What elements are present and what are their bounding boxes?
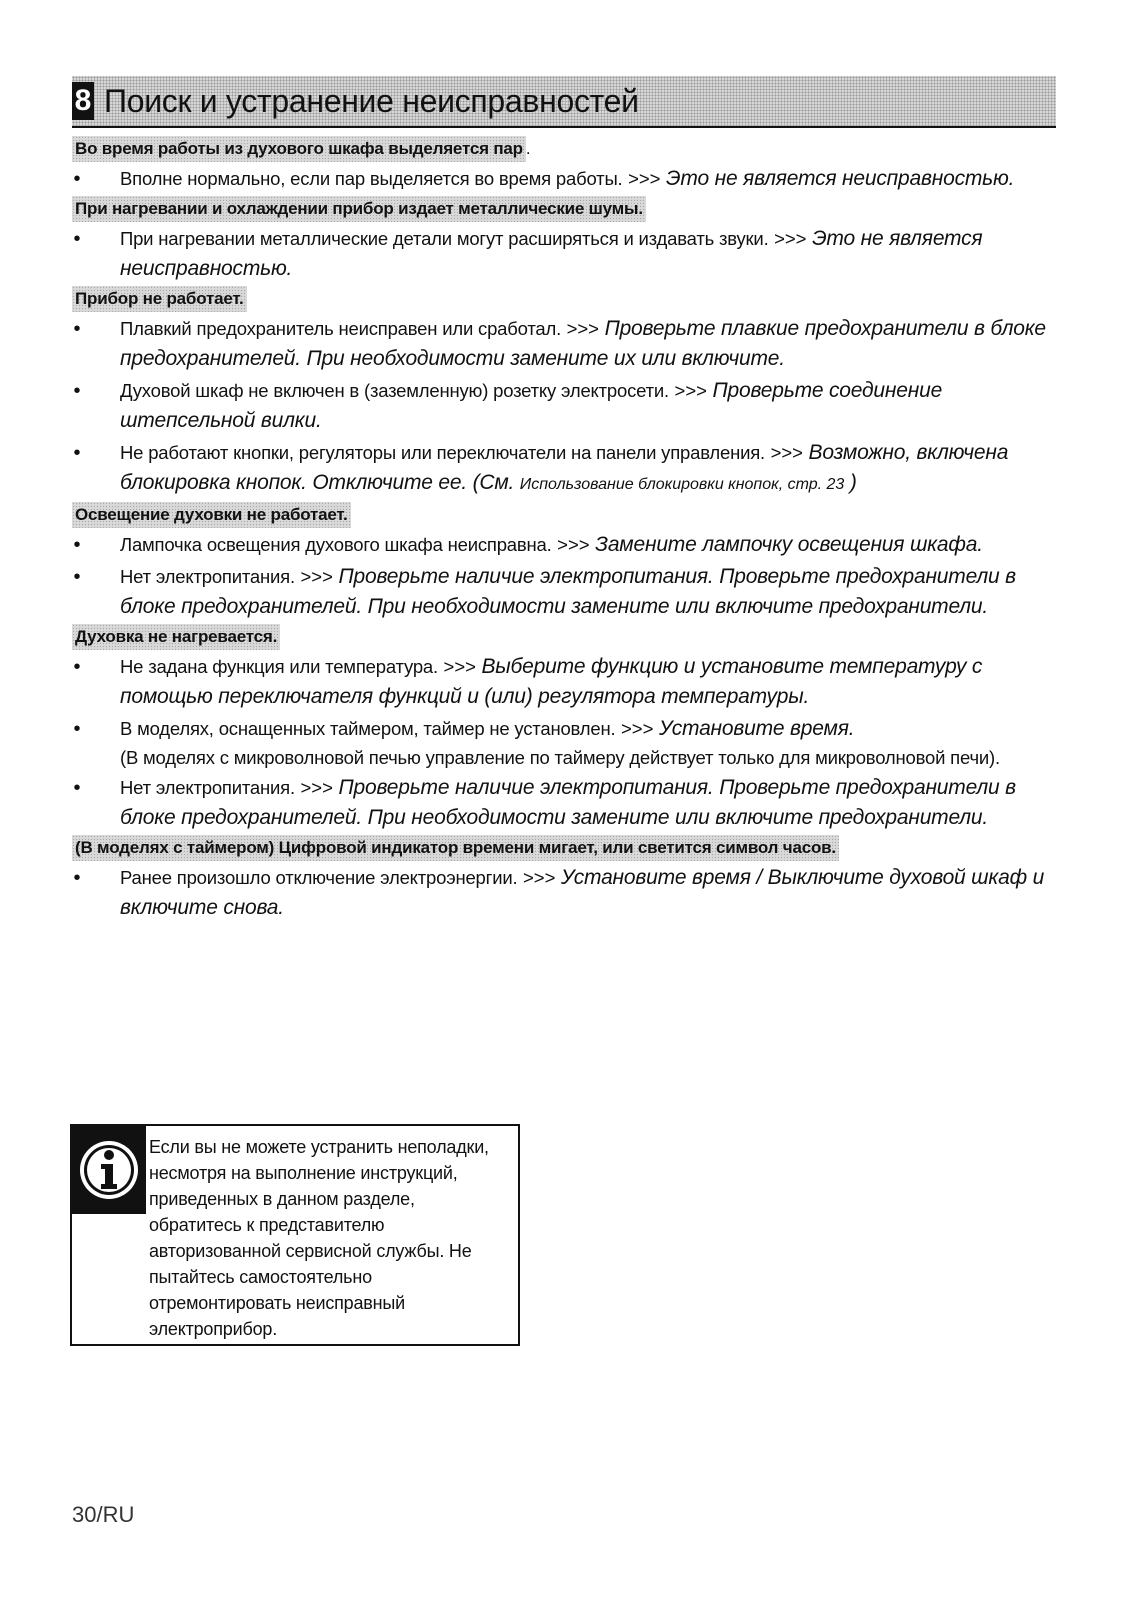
cross-reference: Использование блокировки кнопок, стр. 23 bbox=[519, 476, 845, 493]
section-heading bbox=[72, 196, 1052, 224]
issue-cause: Нет электропитания. bbox=[120, 777, 295, 798]
issue-cause: При нагревании металлические детали могут расширяться и издавать звуки. bbox=[120, 228, 769, 249]
remedy-action: Проверьте плавкие предохранители в блоке предохранителей. При необходимости замените их или включите. bbox=[120, 317, 1046, 370]
arrow-marker: >>> bbox=[443, 656, 476, 677]
list-item bbox=[72, 314, 1052, 374]
chapter-header bbox=[72, 76, 1056, 128]
chapter-number: 8 bbox=[72, 82, 94, 120]
issue-cause: Лампочка освещения духового шкафа неисправна. bbox=[120, 534, 552, 555]
section-heading-text: (В моделях с таймером) Цифровой индикатор времени мигает, или светится символ часов. bbox=[72, 835, 839, 861]
list-item bbox=[72, 164, 1052, 194]
remedy-action: Проверьте соединение штепсельной вилки. bbox=[120, 379, 943, 432]
remedy-action: Замените лампочку освещения шкафа. bbox=[595, 533, 983, 556]
section-heading-text: Во время работы из духового шкафа выделяется пар bbox=[72, 136, 526, 162]
arrow-marker: >>> bbox=[557, 534, 590, 555]
arrow-marker: >>> bbox=[522, 867, 556, 888]
remedy-action: Это не является неисправностью. bbox=[120, 227, 983, 280]
issue-cause: Не задана функция или температура. bbox=[120, 656, 438, 677]
issue-cause: Плавкий предохранитель неисправен или сработал. bbox=[120, 318, 562, 339]
section-heading-text: Духовка не нагревается. bbox=[72, 624, 280, 650]
bullet-marker: • bbox=[73, 718, 81, 740]
arrow-marker: >>> bbox=[620, 718, 654, 739]
list-item bbox=[72, 376, 1052, 436]
issue-cause: Не работают кнопки, регуляторы или переключатели на панели управления. bbox=[120, 442, 765, 463]
remedy-action: Это не является неисправностью. bbox=[666, 167, 1015, 190]
remedy-action: Установите время / Выключите духовой шкаф и включите снова. bbox=[120, 866, 1045, 919]
info-note-text: Если вы не можете устранить неполадки, несмотря на выполнение инструкций, приведенных в данном разделе, обратитесь к представителю авторизованной сервисной службы. Не пытайтесь самостоятельно отремонтировать неисправный электроприбор. bbox=[149, 1137, 489, 1339]
list-item bbox=[72, 224, 1052, 284]
arrow-marker: >>> bbox=[674, 380, 707, 401]
issue-cause: Вполне нормально, если пар выделяется во время работы. bbox=[120, 168, 623, 189]
bullet-marker: • bbox=[73, 867, 81, 889]
section-heading-text: При нагревании и охлаждении прибор издает металлические шумы. bbox=[72, 196, 646, 222]
chapter-title: Поиск и устранение неисправностей bbox=[104, 82, 639, 119]
issue-cause: Духовой шкаф не включен в (заземленную) розетку электросети. bbox=[120, 380, 669, 401]
bullet-marker: • bbox=[73, 656, 81, 678]
section-heading-text: Освещение духовки не работает. bbox=[72, 502, 351, 528]
arrow-marker: >>> bbox=[770, 442, 803, 463]
bullet-marker: • bbox=[73, 228, 81, 250]
arrow-marker: >>> bbox=[300, 566, 333, 587]
info-note-box bbox=[70, 1124, 520, 1346]
section-heading bbox=[72, 286, 1052, 314]
list-item bbox=[72, 714, 1052, 771]
remedy-action: Проверьте наличие электропитания. Проверьте предохранители в блоке предохранителей. При необходимости замените или включите предохранители. bbox=[120, 776, 1016, 829]
arrow-marker: >>> bbox=[774, 228, 807, 249]
list-item bbox=[72, 562, 1052, 622]
arrow-marker: >>> bbox=[628, 168, 661, 189]
section-heading bbox=[72, 502, 1052, 530]
remedy-action: Установите время. bbox=[658, 717, 855, 740]
list-item bbox=[72, 863, 1052, 923]
remedy-action: Выберите функцию и установите температуру с помощью переключателя функций и (или) регулятора температуры. bbox=[120, 655, 983, 708]
section-heading bbox=[72, 136, 1052, 164]
list-item bbox=[72, 773, 1052, 833]
section-heading bbox=[72, 835, 1052, 863]
bullet-marker: • bbox=[73, 318, 81, 340]
bullet-marker: • bbox=[73, 566, 81, 588]
arrow-marker: >>> bbox=[566, 318, 599, 339]
bullet-marker: • bbox=[73, 534, 81, 556]
troubleshooting-content bbox=[72, 136, 1052, 925]
remedy-action: Возможно, включена блокировка кнопок. Отключите ее. (См. bbox=[120, 441, 1009, 494]
bullet-marker: • bbox=[73, 380, 81, 402]
info-icon-graphic bbox=[78, 1139, 140, 1201]
bullet-marker: • bbox=[73, 442, 81, 464]
list-item bbox=[72, 530, 1052, 560]
issue-cause: Ранее произошло отключение электроэнергии. bbox=[120, 867, 518, 888]
cross-reference-close: ) bbox=[849, 471, 857, 494]
bullet-marker: • bbox=[73, 777, 81, 799]
list-item bbox=[72, 438, 1052, 500]
bullet-marker: • bbox=[73, 168, 81, 190]
section-heading-text: Прибор не работает. bbox=[72, 286, 247, 312]
section-heading bbox=[72, 624, 1052, 652]
page-number: 30/RU bbox=[72, 1502, 135, 1527]
remedy-note: (В моделях с микроволновой печью управление по таймеру действует только для микроволновой печи). bbox=[120, 747, 1000, 768]
info-icon bbox=[72, 1126, 146, 1214]
issue-cause: Нет электропитания. bbox=[120, 566, 295, 587]
arrow-marker: >>> bbox=[300, 777, 333, 798]
section-heading-suffix: . bbox=[525, 139, 531, 158]
list-item bbox=[72, 652, 1052, 712]
issue-cause: В моделях, оснащенных таймером, таймер не установлен. bbox=[120, 718, 616, 739]
remedy-action: Проверьте наличие электропитания. Проверьте предохранители в блоке предохранителей. При необходимости замените или включите предохранители. bbox=[120, 565, 1016, 618]
